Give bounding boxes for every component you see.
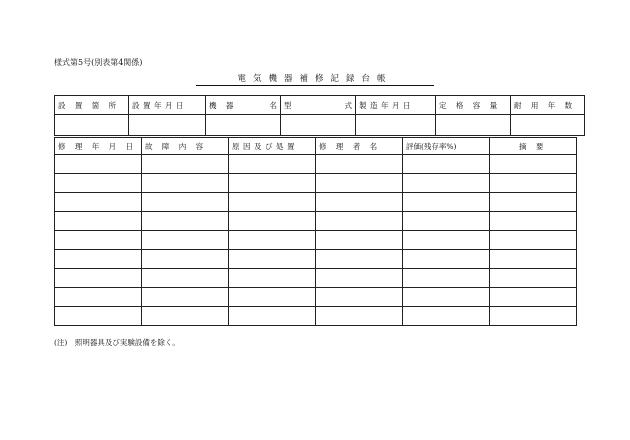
repair-date-cell[interactable] bbox=[55, 288, 142, 307]
fault-details-cell[interactable] bbox=[142, 193, 229, 212]
col-manufacture-date: 製造年月日 bbox=[356, 96, 436, 115]
remarks-cell[interactable] bbox=[490, 155, 577, 174]
col-remarks: 摘 要 bbox=[490, 138, 577, 155]
evaluation-cell[interactable] bbox=[403, 288, 490, 307]
col-cause-action: 原因及び処置 bbox=[229, 138, 316, 155]
table-row bbox=[55, 115, 585, 136]
table-row bbox=[55, 231, 577, 250]
col-repair-date: 修 理 年 月 日 bbox=[55, 138, 142, 155]
repair-date-cell[interactable] bbox=[55, 174, 142, 193]
repairer-name-cell[interactable] bbox=[316, 155, 403, 174]
col-model-type: 式 bbox=[318, 96, 356, 115]
repair-date-cell[interactable] bbox=[55, 250, 142, 269]
repair-date-cell[interactable] bbox=[55, 155, 142, 174]
repair-record-table bbox=[54, 137, 577, 326]
table-row bbox=[55, 288, 577, 307]
table-row bbox=[55, 193, 577, 212]
install-date-cell[interactable] bbox=[129, 115, 206, 136]
cause-action-cell[interactable] bbox=[229, 155, 316, 174]
fault-details-cell[interactable] bbox=[142, 307, 229, 326]
install-location-cell[interactable] bbox=[55, 115, 129, 136]
table-row bbox=[55, 174, 577, 193]
table-row bbox=[55, 307, 577, 326]
cause-action-cell[interactable] bbox=[229, 174, 316, 193]
repairer-name-cell[interactable] bbox=[316, 250, 403, 269]
remarks-cell[interactable] bbox=[490, 174, 577, 193]
repairer-name-cell[interactable] bbox=[316, 269, 403, 288]
ledger-title: 電気機器補修記録台帳 bbox=[196, 72, 434, 86]
evaluation-cell[interactable] bbox=[403, 174, 490, 193]
evaluation-cell[interactable] bbox=[403, 193, 490, 212]
fault-details-cell[interactable] bbox=[142, 269, 229, 288]
col-equipment: 機 器 bbox=[206, 96, 243, 115]
col-model: 型 bbox=[281, 96, 318, 115]
remarks-cell[interactable] bbox=[490, 307, 577, 326]
remarks-cell[interactable] bbox=[490, 212, 577, 231]
remarks-cell[interactable] bbox=[490, 250, 577, 269]
fault-details-cell[interactable] bbox=[142, 155, 229, 174]
table-row bbox=[55, 250, 577, 269]
col-install-date: 設置年月日 bbox=[129, 96, 206, 115]
service-life-cell[interactable] bbox=[511, 115, 585, 136]
repairer-name-cell[interactable] bbox=[316, 288, 403, 307]
col-install-location: 設 置 箇 所 bbox=[55, 96, 129, 115]
fault-details-cell[interactable] bbox=[142, 288, 229, 307]
model-cell[interactable] bbox=[281, 115, 356, 136]
fault-details-cell[interactable] bbox=[142, 231, 229, 250]
cause-action-cell[interactable] bbox=[229, 250, 316, 269]
col-repairer-name: 修 理 者 名 bbox=[316, 138, 403, 155]
repairer-name-cell[interactable] bbox=[316, 212, 403, 231]
repairer-name-cell[interactable] bbox=[316, 193, 403, 212]
evaluation-cell[interactable] bbox=[403, 155, 490, 174]
fault-details-cell[interactable] bbox=[142, 250, 229, 269]
col-service-life: 耐 用 年 数 bbox=[511, 96, 585, 115]
repair-date-cell[interactable] bbox=[55, 307, 142, 326]
evaluation-cell[interactable] bbox=[403, 231, 490, 250]
evaluation-cell[interactable] bbox=[403, 269, 490, 288]
repair-date-cell[interactable] bbox=[55, 193, 142, 212]
remarks-cell[interactable] bbox=[490, 269, 577, 288]
table-row bbox=[55, 212, 577, 231]
evaluation-cell[interactable] bbox=[403, 212, 490, 231]
col-fault-details: 故 障 内 容 bbox=[142, 138, 229, 155]
col-equipment-name: 名 bbox=[243, 96, 281, 115]
cause-action-cell[interactable] bbox=[229, 212, 316, 231]
remarks-cell[interactable] bbox=[490, 231, 577, 250]
repair-date-cell[interactable] bbox=[55, 231, 142, 250]
repairer-name-cell[interactable] bbox=[316, 307, 403, 326]
cause-action-cell[interactable] bbox=[229, 193, 316, 212]
repair-date-cell[interactable] bbox=[55, 212, 142, 231]
cause-action-cell[interactable] bbox=[229, 269, 316, 288]
cause-action-cell[interactable] bbox=[229, 307, 316, 326]
form-number: 様式第5号(別表第4関係) bbox=[54, 58, 143, 67]
equipment-name-cell[interactable] bbox=[206, 115, 281, 136]
equipment-info-table bbox=[54, 95, 585, 136]
manufacture-date-cell[interactable] bbox=[356, 115, 436, 136]
fault-details-cell[interactable] bbox=[142, 212, 229, 231]
remarks-cell[interactable] bbox=[490, 193, 577, 212]
remarks-cell[interactable] bbox=[490, 288, 577, 307]
evaluation-cell[interactable] bbox=[403, 307, 490, 326]
table-row bbox=[55, 155, 577, 174]
table-row bbox=[55, 269, 577, 288]
repairer-name-cell[interactable] bbox=[316, 174, 403, 193]
cause-action-cell[interactable] bbox=[229, 231, 316, 250]
rated-capacity-cell[interactable] bbox=[436, 115, 511, 136]
col-evaluation: 評価(残存率%) bbox=[403, 138, 490, 155]
col-rated-capacity: 定 格 容 量 bbox=[436, 96, 511, 115]
repairer-name-cell[interactable] bbox=[316, 231, 403, 250]
cause-action-cell[interactable] bbox=[229, 288, 316, 307]
evaluation-cell[interactable] bbox=[403, 250, 490, 269]
fault-details-cell[interactable] bbox=[142, 174, 229, 193]
repair-date-cell[interactable] bbox=[55, 269, 142, 288]
footnote: (注) 照明器具及び実験設備を除く。 bbox=[54, 338, 180, 347]
